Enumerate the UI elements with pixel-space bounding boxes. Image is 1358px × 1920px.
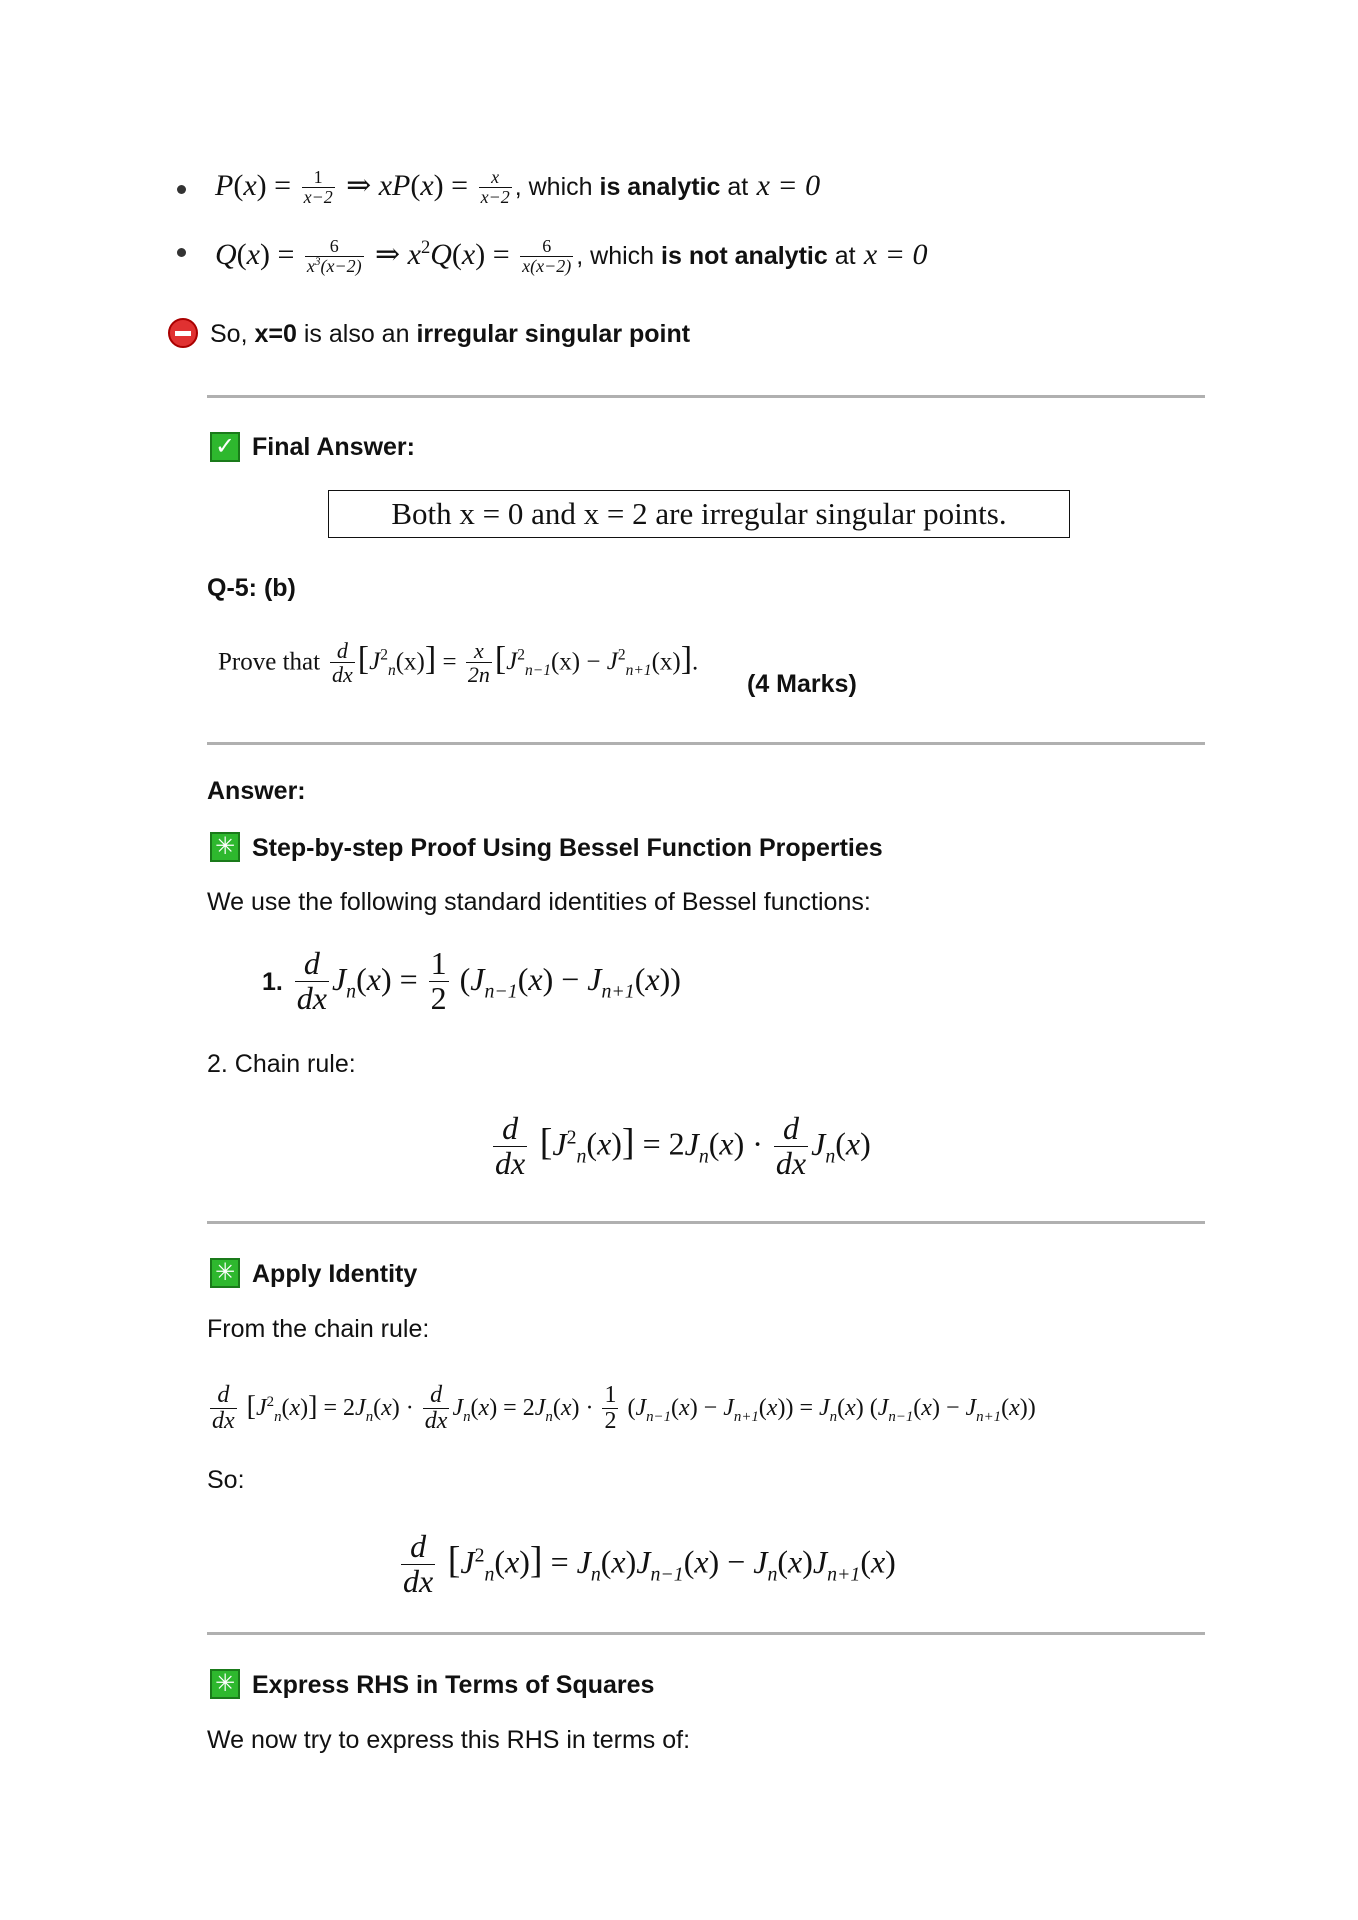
divider <box>207 1632 1205 1635</box>
question-label: Q-5: (b) <box>207 574 296 602</box>
sparkle-icon: ✳ <box>210 832 240 862</box>
marks-label: (4 Marks) <box>747 670 857 698</box>
analytic-text: is analytic <box>599 173 721 201</box>
item2-label: 2. Chain rule: <box>207 1050 356 1078</box>
chain-rule-equation: $\frac{d}{dx}$ $[J^2_n(x)] = 2J_n(x)$ · $\frac{d}{dx}$ $J_n(x)$ <box>495 1110 871 1181</box>
note-mid: is also an <box>303 320 410 348</box>
condition: x = 0 <box>863 238 928 271</box>
section2-heading: Apply Identity <box>252 1260 418 1288</box>
no-entry-icon <box>168 318 198 348</box>
divider <box>207 1221 1205 1224</box>
at-text: at <box>727 173 749 201</box>
divider <box>207 395 1205 398</box>
section1-heading: Step-by-step Proof Using Bessel Function Properties <box>252 834 883 862</box>
item-number: 1. <box>262 968 283 996</box>
sparkle-icon: ✳ <box>210 1258 240 1288</box>
divider <box>207 742 1205 745</box>
note-pre: So, <box>210 320 248 348</box>
section2-intro: From the chain rule: <box>207 1315 430 1343</box>
question-statement: Prove that $\frac{d}{dx}$ $[J^2_n(x)]$ = $\frac{x}{2n}$ $[J^2_{n-1}(x) - J^2_{n+1}(x)]$. <box>218 638 699 688</box>
which-text: , which <box>576 242 655 270</box>
bullet-dot <box>177 185 186 194</box>
note-bold-x: x=0 <box>254 320 297 348</box>
check-mark-icon: ✓ <box>210 432 240 462</box>
bullet-p-analytic: P(x) = $\frac{1}{x-2}$ ⇒ xP(x) = $\frac{x}{x-2}$ , which is analytic at x = 0 <box>215 166 821 207</box>
long-derivation: $\frac{d}{dx}$ $[J^2_n(x)] = 2J_n(x)$ · $\frac{d}{dx}$ $J_n(x) = 2J_n(x)$ · $\frac{1}{2}$ $(J_{n-1}(x) - J_{n+1}(x)) = J_n(x) (J_{n-1}(x) - J_{n+1}(x))$ <box>212 1381 1036 1435</box>
section3-heading: Express RHS in Terms of Squares <box>252 1671 655 1699</box>
identity-1: 1. $\frac{d}{dx}$ $J_n(x)$ = $\frac{1}{2}$ $(J_{n-1}(x) - J_{n+1}(x))$ <box>262 945 681 1017</box>
final-answer-label: Final Answer: <box>252 433 415 461</box>
prove-that-text: Prove that <box>218 648 321 676</box>
section1-intro: We use the following standard identities of Bessel functions: <box>207 888 871 916</box>
not-analytic-text: is not analytic <box>661 242 828 270</box>
final-answer-box: Both x = 0 and x = 2 are irregular singular points. <box>328 490 1070 538</box>
section3-intro: We now try to express this RHS in terms of: <box>207 1726 691 1754</box>
result-equation: $\frac{d}{dx}$ $[J^2_n(x)] = J_n(x)J_{n-1}(x) - J_n(x)J_{n+1}(x)$ <box>403 1528 896 1599</box>
bullet-dot <box>177 248 186 257</box>
irregular-note <box>210 318 690 350</box>
so-label: So: <box>207 1466 245 1494</box>
sparkle-icon: ✳ <box>210 1669 240 1699</box>
note-bold-irregular: irregular singular point <box>416 320 691 348</box>
condition: x = 0 <box>756 169 821 202</box>
bullet-q-not-analytic: Q(x) = $\frac{6}{x^3(x-2)}$ ⇒ $x^2Q(x)$ = $\frac{6}{x(x-2)}$ , which is not analytic at x = 0 <box>215 235 928 276</box>
answer-label: Answer: <box>207 777 306 805</box>
at-text: at <box>834 242 856 270</box>
which-text: , which <box>514 173 593 201</box>
